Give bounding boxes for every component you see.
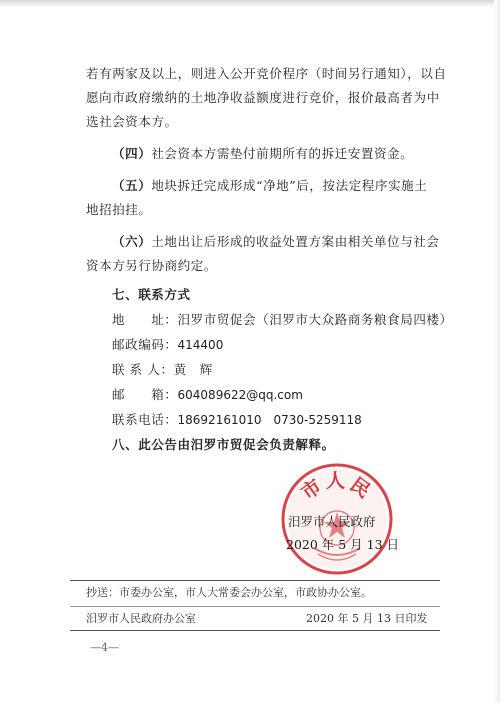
footer-rule-middle — [70, 606, 440, 607]
item-four-label: （四） — [112, 146, 152, 161]
section-eight: 八、此公告由汨罗市贸促会负责解释。 — [112, 437, 335, 452]
page-number: —4— — [90, 641, 119, 654]
email-value: 604089622@qq.com — [177, 388, 303, 402]
item-five-continued: 地招拍挂。 — [86, 202, 152, 217]
footer-cc: 抄送：市委办公室，市人大常委会办公室，市政协办公室。 — [86, 586, 372, 599]
signature-org: 汨罗市人民政府 — [288, 514, 376, 529]
page-shadow-right — [494, 0, 500, 703]
footer-issuer: 汨罗市人民政府办公室 — [86, 612, 196, 625]
item-five-text: 地块拆迁完成形成“净地”后，按法定程序实施土 — [151, 178, 428, 193]
person-value: 黄 辉 — [173, 362, 213, 377]
item-five-label: （五） — [112, 178, 152, 193]
footer-rule-top — [70, 580, 440, 581]
section-seven-heading: 七、联系方式 — [112, 287, 191, 302]
email-label: 邮 箱： — [112, 387, 178, 402]
person-label: 联 系 人： — [112, 362, 174, 377]
address-value: 汨罗市贸促会（汨罗市大众路商务粮食局四楼） — [177, 312, 453, 327]
contact-postcode — [112, 337, 223, 353]
contact-address — [112, 312, 453, 328]
item-four-text: 社会资本方需垫付前期所有的拆迁安置资金。 — [151, 146, 414, 161]
contact-email — [112, 387, 303, 403]
item-six-text: 土地出让后形成的收益处置方案由相关单位与社会 — [151, 234, 440, 249]
body-line-3: 选社会资本方。 — [86, 114, 178, 129]
postcode-label: 邮政编码： — [112, 337, 178, 352]
footer-rule-bottom — [70, 630, 440, 631]
item-five — [112, 178, 427, 194]
body-line-1: 若有两家及以上，则进入公开竞价程序（时间另行通知），以自 — [86, 66, 447, 81]
item-six — [112, 234, 440, 250]
body-line-2: 愿向市政府缴纳的土地净收益额度进行竞价，报价最高者为中 — [86, 90, 440, 105]
item-six-continued: 资本方另行协商约定。 — [86, 258, 218, 273]
phone-value: 18692161010 0730-5259118 — [177, 413, 362, 427]
contact-person — [112, 362, 213, 378]
address-label: 地 址： — [112, 312, 178, 327]
signature-date: 2020 年 5 月 13 日 — [286, 537, 400, 552]
item-six-label: （六） — [112, 234, 152, 249]
item-four — [112, 146, 413, 162]
page-shadow-top — [0, 0, 500, 7]
contact-phone — [112, 412, 362, 428]
seal-text: 市人民 — [297, 470, 377, 505]
postcode-value: 414400 — [177, 338, 224, 352]
footer-print-date: 2020 年 5 月 13 日印发 — [306, 612, 428, 625]
phone-label: 联系电话： — [112, 412, 178, 427]
